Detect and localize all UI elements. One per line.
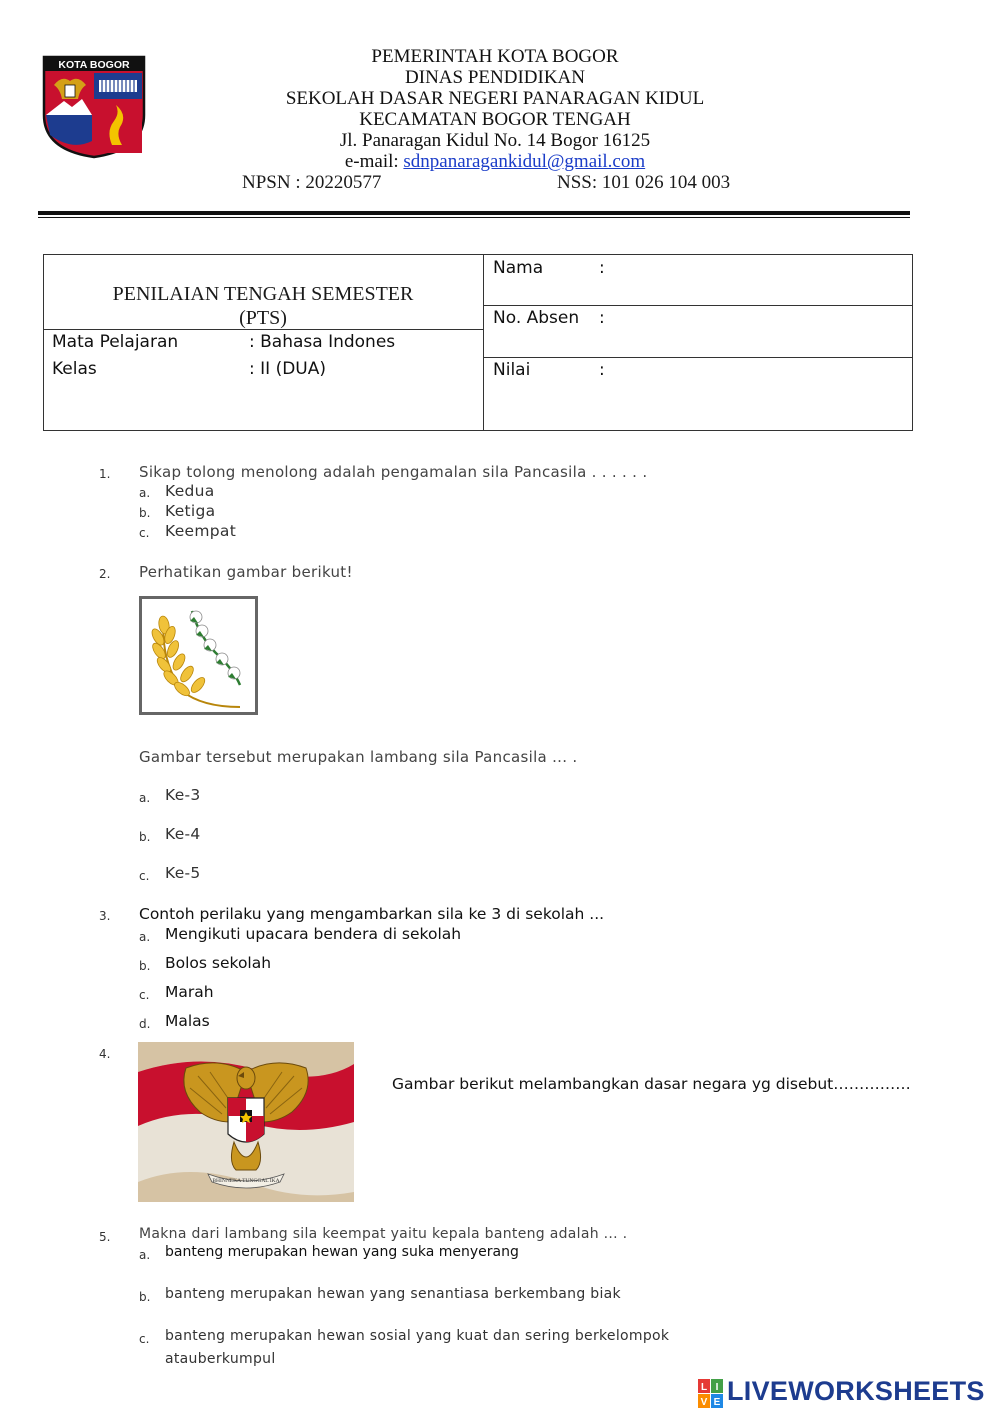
option-text-continued: atauberkumpul — [165, 1351, 276, 1367]
option-letter: c. — [139, 988, 150, 1002]
question-number: 2. — [99, 567, 111, 581]
option-letter: c. — [139, 526, 150, 540]
logo-label: KOTA BOGOR — [58, 59, 130, 71]
name-colon: : — [599, 258, 605, 278]
option-letter: a. — [139, 1248, 151, 1262]
option-letter: a. — [139, 930, 151, 944]
rice-and-cotton-icon — [142, 599, 255, 712]
nss: NSS: 101 026 104 003 — [557, 172, 731, 193]
table-divider — [483, 305, 913, 306]
option-letter: b. — [139, 506, 151, 520]
class-value: : II (DUA) — [249, 359, 326, 379]
garuda-banner: BHINNEKA TUNGGAL IKA — [212, 1178, 280, 1184]
letterhead-divider — [38, 211, 910, 215]
logo-badge-letter: E — [713, 1397, 721, 1408]
nilai-label: Nilai — [493, 360, 531, 380]
exam-title — [43, 282, 483, 330]
question-number: 5. — [99, 1230, 111, 1244]
exam-title-line-2: (PTS) — [239, 307, 287, 329]
option-text[interactable]: banteng merupakan hewan yang suka menyerang — [165, 1244, 519, 1260]
table-divider — [483, 357, 913, 358]
option-letter: c. — [139, 1332, 150, 1346]
option-letter: b. — [139, 959, 151, 973]
nilai-colon: : — [599, 360, 605, 380]
letterhead-email-row — [0, 151, 990, 173]
option-text[interactable]: Malas — [165, 1012, 210, 1030]
letterhead-line-3: SEKOLAH DASAR NEGERI PANARAGAN KIDUL — [285, 88, 705, 109]
option-text[interactable]: Ke-4 — [165, 825, 201, 843]
option-text[interactable]: Ke-3 — [165, 786, 201, 804]
email-label: e-mail: — [344, 151, 404, 172]
option-letter: a. — [139, 486, 151, 500]
option-text[interactable]: banteng merupakan hewan sosial yang kuat dan sering berkelompok — [165, 1328, 670, 1344]
question-text: Contoh perilaku yang mengambarkan sila ke 3 di sekolah ... — [139, 905, 605, 923]
question-text: Sikap tolong menolong adalah pengamalan sila Pancasila . . . . . . — [139, 463, 648, 481]
option-text[interactable]: Ke-5 — [165, 864, 201, 882]
letterhead-address: Jl. Panaragan Kidul No. 14 Bogor 16125 — [339, 130, 651, 151]
letterhead-line-2: DINAS PENDIDIKAN — [405, 67, 585, 88]
option-letter: b. — [139, 1290, 151, 1304]
question-number: 4. — [99, 1047, 111, 1061]
question-text: Makna dari lambang sila keempat yaitu kepala banteng adalah ... . — [139, 1226, 628, 1242]
name-label: Nama — [493, 258, 544, 278]
rice-and-cotton-image — [139, 596, 258, 715]
garuda-pancasila-image — [138, 1042, 354, 1202]
question-number: 1. — [99, 467, 111, 481]
question-text: Gambar berikut melambangkan dasar negara yg disebut…………… — [392, 1075, 911, 1093]
liveworksheets-watermark[interactable]: LIVEWORKSHEETS — [727, 1376, 985, 1406]
table-divider — [483, 254, 484, 431]
option-text[interactable]: Keempat — [165, 522, 237, 540]
option-text[interactable]: Mengikuti upacara bendera di sekolah — [165, 925, 462, 943]
npsn: NPSN : 20220577 — [242, 172, 382, 193]
letterhead-divider-thin — [38, 217, 910, 218]
letterhead-line-1: PEMERINTAH KOTA BOGOR — [371, 46, 619, 67]
option-letter: d. — [139, 1017, 151, 1031]
letterhead-line-4: KECAMATAN BOGOR TENGAH — [359, 109, 631, 130]
subject-value: : Bahasa Indones — [249, 332, 396, 352]
logo-badge-letter: L — [700, 1382, 708, 1393]
question-number: 3. — [99, 909, 111, 923]
absen-colon: : — [599, 308, 605, 328]
subject-label: Mata Pelajaran — [52, 332, 179, 352]
absen-label: No. Absen — [493, 308, 580, 328]
question-text: Perhatikan gambar berikut! — [139, 563, 353, 581]
option-letter: b. — [139, 830, 151, 844]
logo-badge-letter: V — [700, 1397, 708, 1408]
option-text[interactable]: Ketiga — [165, 502, 216, 520]
option-text[interactable]: banteng merupakan hewan yang senantiasa berkembang biak — [165, 1286, 621, 1302]
class-label: Kelas — [52, 359, 97, 379]
option-letter: c. — [139, 869, 150, 883]
liveworksheets-logo-icon — [698, 1378, 724, 1410]
logo-badge-letter: I — [715, 1382, 719, 1393]
option-letter: a. — [139, 791, 151, 805]
option-text[interactable]: Kedua — [165, 482, 215, 500]
option-text[interactable]: Bolos sekolah — [165, 954, 272, 972]
exam-title-line-1: PENILAIAN TENGAH SEMESTER — [112, 283, 414, 305]
question-text-2: Gambar tersebut merupakan lambang sila Pancasila ... . — [139, 748, 578, 766]
email-link[interactable]: sdnpanaragankidul@gmail.com — [403, 151, 646, 172]
option-text[interactable]: Marah — [165, 983, 214, 1001]
